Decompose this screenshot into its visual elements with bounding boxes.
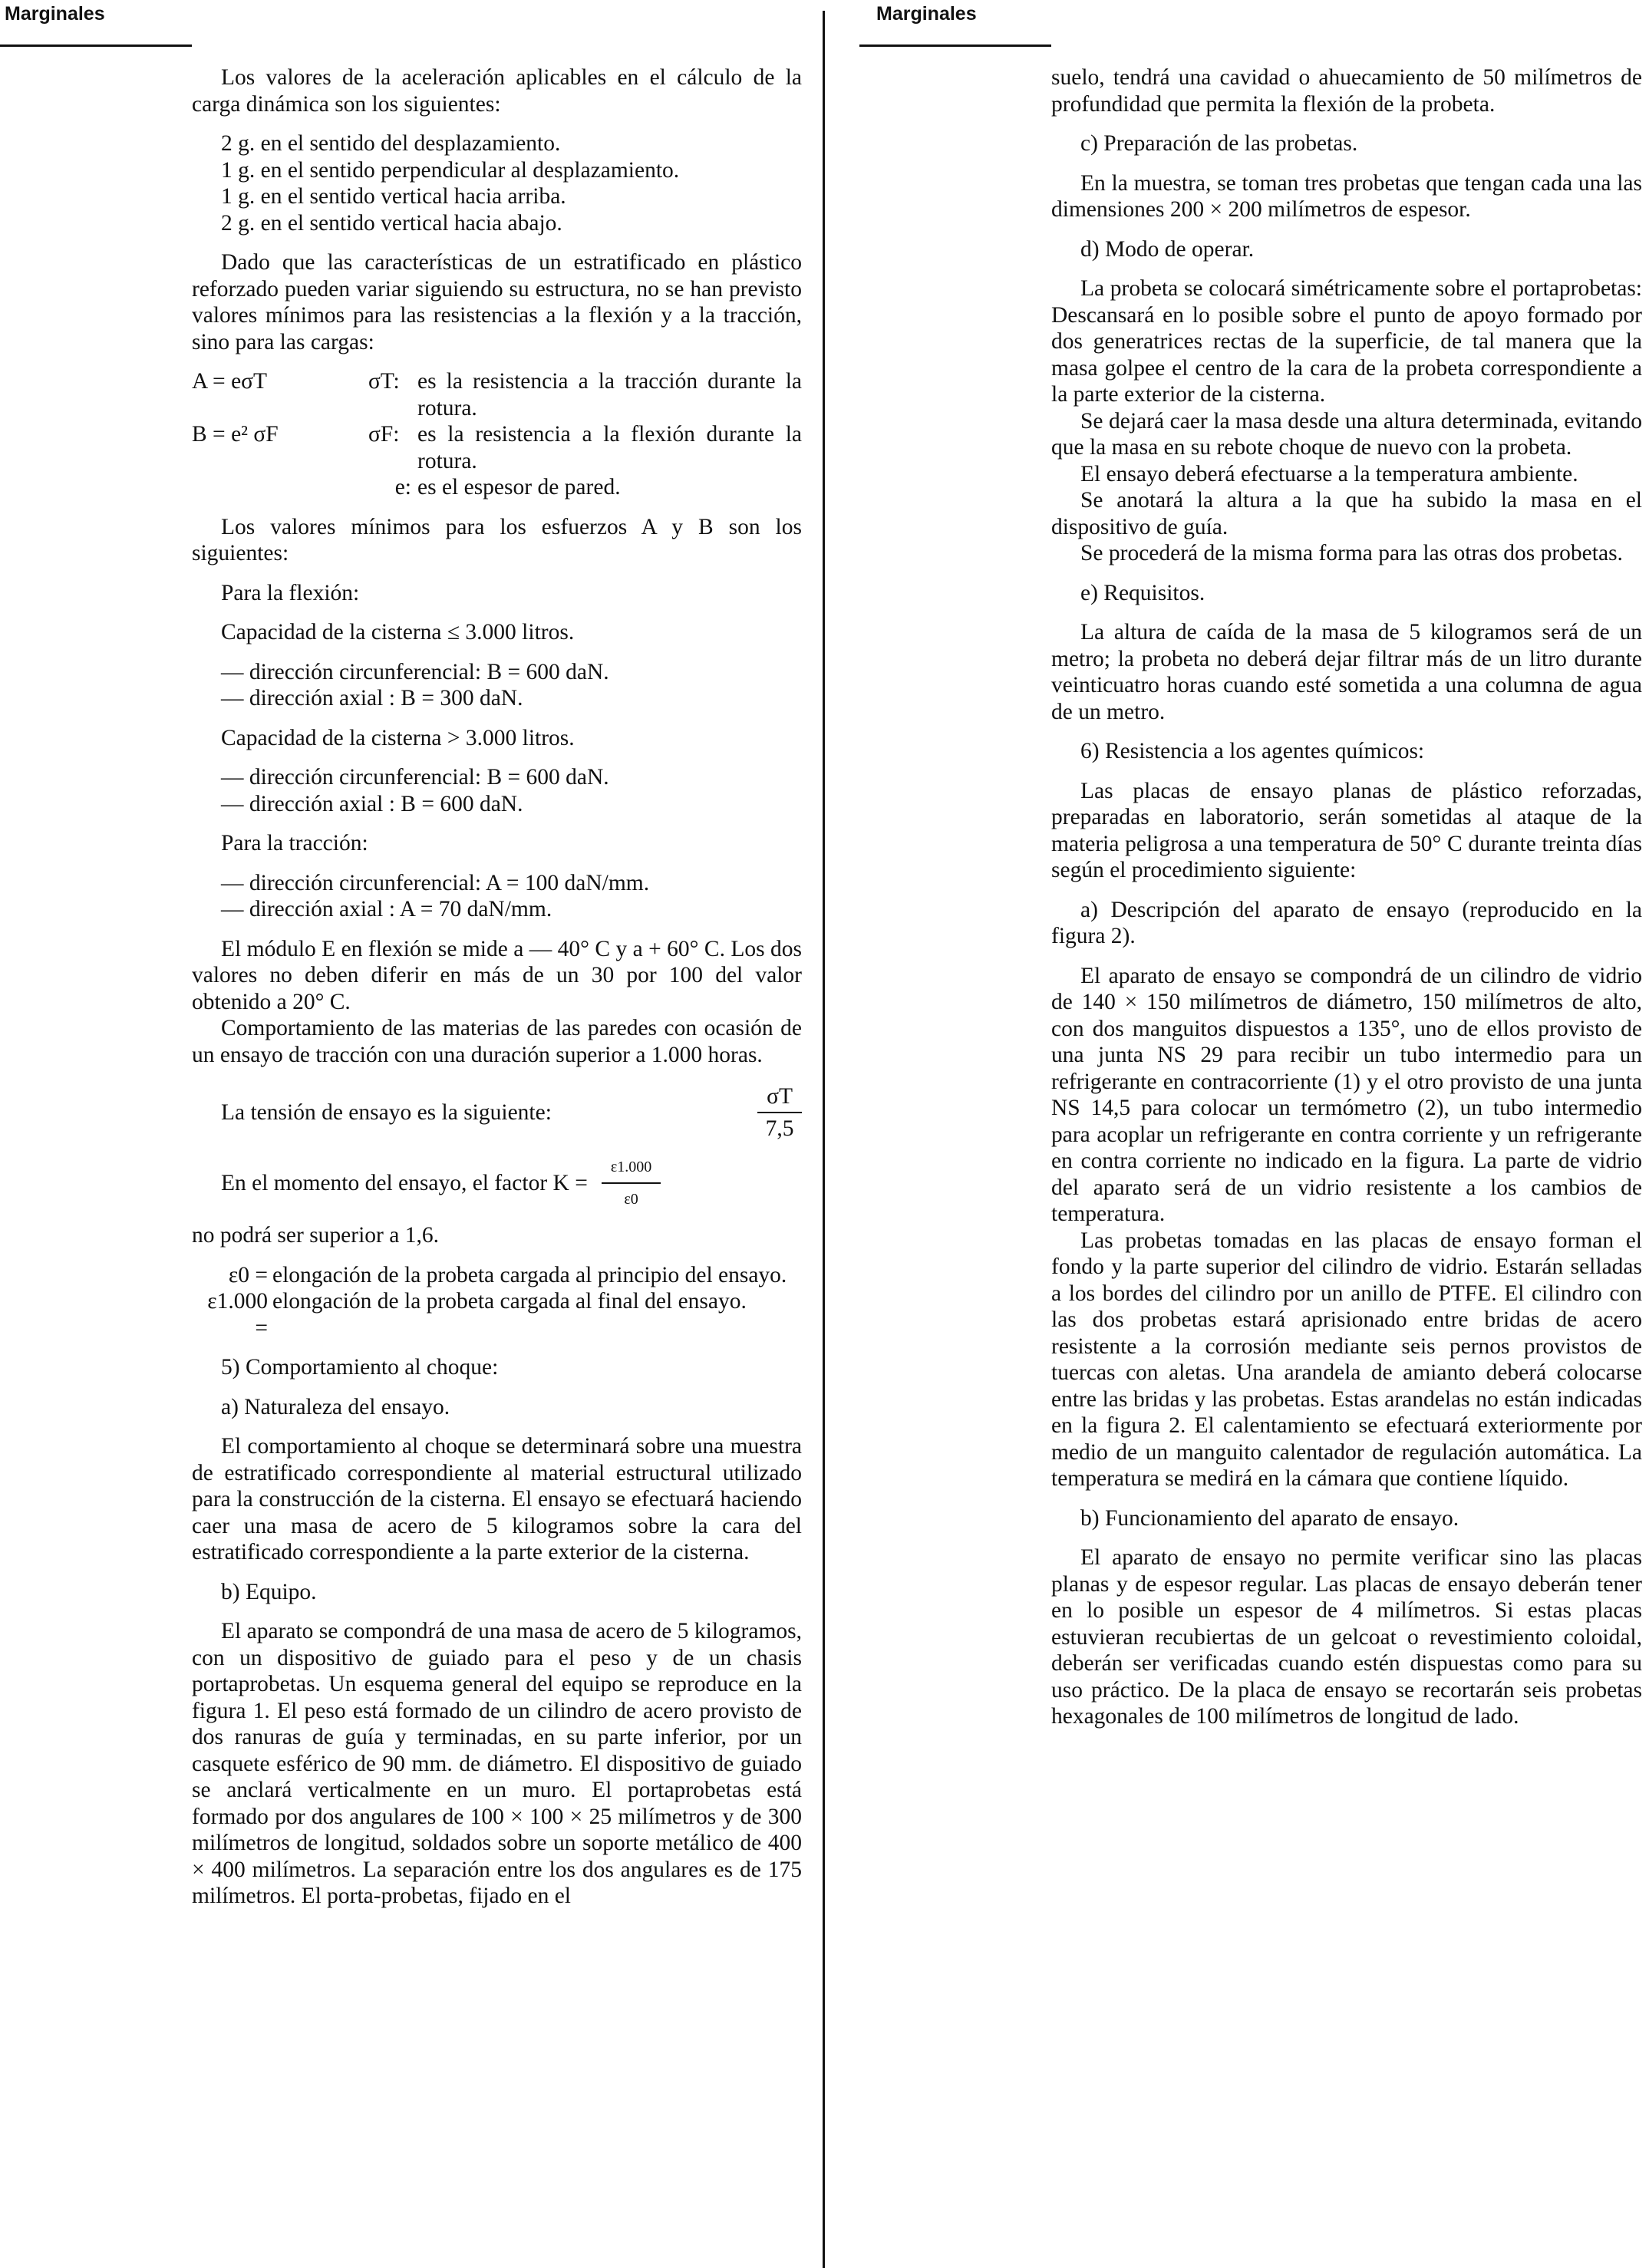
def-e0-symbol: ε0 = xyxy=(228,1262,268,1287)
value-line: — dirección axial : B = 600 daN. xyxy=(221,791,523,816)
left-column xyxy=(192,64,802,1910)
section-e-text: La altura de caída de la masa de 5 kilogramos será de un metro; la probeta no deberá dejar filtrar más de un litro durante veinticuatro horas cuando esté sometida a una columna de agua de un metro. xyxy=(1051,620,1642,724)
factor-fraction xyxy=(602,1152,661,1215)
section-d-p4: Se anotará la altura a la que ha subido la masa en el dispositivo de guía. xyxy=(1051,488,1642,539)
modulo-paragraph: El módulo E en flexión se mide a — 40° C y a + 60° C. Los dos valores no deben diferir en más de un 30 por 100 del valor obtenido a 20° C. xyxy=(192,936,802,1014)
section-5a-heading: a) Naturaleza del ensayo. xyxy=(221,1394,450,1419)
traccion-values xyxy=(192,870,802,923)
accel-item: 2 g. en el sentido vertical hacia abajo. xyxy=(221,210,562,236)
tension-formula xyxy=(192,1081,802,1144)
right-column xyxy=(1051,64,1642,1730)
section-6b-text: El aparato de ensayo no permite verificar sino las placas planas y de espesor regular. Las placas de ensayo deberán tener en lo posible un espesor de 4 milímetros. Si estas placas estuvieran recubiertas de un gelcoat o revestimiento coloidal, deberán ser verificadas cuando estén dispuestas como para su uso práctico. De la placa de ensayo se recortarán seis probetas hexagonales de 100 milímetros de longitud de lado. xyxy=(1051,1545,1642,1729)
formula-a: A = eσT xyxy=(192,369,268,394)
factor-label: En el momento del ensayo, el factor K = xyxy=(221,1170,588,1195)
def-e0-text: elongación de la probeta cargada al principio del ensayo. xyxy=(272,1262,787,1287)
continuation-paragraph: suelo, tendrá una cavidad o ahuecamiento de 50 milímetros de profundidad que permita la flexión de la probeta. xyxy=(1051,65,1642,117)
margin-rule-right xyxy=(859,45,1051,47)
formula-b: B = e² σF xyxy=(192,422,279,447)
section-d-heading: d) Modo de operar. xyxy=(1080,236,1255,262)
factor-numerator: ε1.000 xyxy=(602,1152,661,1184)
section-d-p3: El ensayo deberá efectuarse a la temperatura ambiente. xyxy=(1080,461,1578,486)
section-d-p5: Se procederá de la misma forma para las otras dos probetas. xyxy=(1080,541,1623,565)
section-6b-heading: b) Funcionamiento del aparato de ensayo. xyxy=(1080,1505,1459,1531)
section-d-p2: Se dejará caer la masa desde una altura determinada, evitando que la masa en su rebote choque de nuevo con la probeta. xyxy=(1051,408,1642,460)
section-6-heading: 6) Resistencia a los agentes químicos: xyxy=(1080,739,1425,763)
accel-intro: Los valores de la aceleración aplicables en el cálculo de la carga dinámica son los siguientes: xyxy=(192,65,802,117)
tension-denominator: 7,5 xyxy=(765,1116,794,1141)
e-description: es el espesor de pared. xyxy=(417,475,621,499)
elongation-definitions xyxy=(192,1262,787,1342)
value-line: — dirección circunferencial: B = 600 daN. xyxy=(221,659,609,684)
symbol-e: e: xyxy=(394,475,411,499)
section-5-heading: 5) Comportamiento al choque: xyxy=(221,1355,499,1380)
value-line: — dirección circunferencial: A = 100 daN/mm. xyxy=(221,870,650,895)
section-6a-heading: a) Descripción del aparato de ensayo (reproducido en la figura 2). xyxy=(1051,897,1642,948)
capacity-large-title: Capacidad de la cisterna > 3.000 litros. xyxy=(221,725,575,750)
section-c-text: En la muestra, se toman tres probetas que tengan cada una las dimensiones 200 × 200 milímetros de espesor. xyxy=(1051,170,1642,222)
sigma-t-description: es la resistencia a la tracción durante la rotura. xyxy=(417,369,802,420)
symbol-sigma-f: σF: xyxy=(368,422,400,447)
value-line: — dirección axial : B = 300 daN. xyxy=(221,686,523,710)
flexion-title: Para la flexión: xyxy=(221,580,360,605)
traccion-title: Para la tracción: xyxy=(221,831,368,855)
def-e1000-symbol: ε1.000 = xyxy=(207,1289,268,1340)
tension-fraction xyxy=(757,1081,802,1144)
sigma-f-description: es la resistencia a la flexión durante la rotura. xyxy=(417,422,802,473)
def-e1000-text: elongación de la probeta cargada al final del ensayo. xyxy=(272,1289,747,1314)
margin-label-left: Marginales xyxy=(5,3,105,25)
section-5a-text: El comportamiento al choque se determinará sobre una muestra de estratificado correspondiente al material estructural utilizado para la construcción de la cisterna. El ensayo se efectuará haciendo caer una masa de acero de 5 kilogramos sobre la cara del estratificado correspondiente a la parte exterior de la cisterna. xyxy=(192,1434,802,1564)
section-5b-heading: b) Equipo. xyxy=(221,1579,317,1604)
comportamiento-paragraph: Comportamiento de las materias de las paredes con ocasión de un ensayo de tracción con una duración superior a 1.000 horas. xyxy=(192,1016,802,1067)
margin-rule-left xyxy=(0,45,192,47)
column-divider xyxy=(823,11,825,2268)
section-6a-p1: El aparato de ensayo se compondrá de un cilindro de vidrio de 140 × 150 milímetros de diámetro, 150 milímetros de alto, con dos manguitos dispuestos a 135°, uno de ellos provisto de una junta NS 29 para recibir un tubo intermedio para un refrigerante en contracorriente (1) y el otro provisto de una junta NS 14,5 para colocar un termómetro (2), un tubo intermedio para acoplar un refrigerante en contra corriente y un refrigerante en contra corriente no indicado en la figura. La parte de vidrio del aparato será de un vidrio resistente a los cambios de temperatura. xyxy=(1051,963,1642,1226)
accel-item: 1 g. en el sentido vertical hacia arriba. xyxy=(221,184,566,209)
accel-item: 1 g. en el sentido perpendicular al desplazamiento. xyxy=(221,157,680,183)
section-6-text: Las placas de ensayo planas de plástico reforzadas, preparadas en laboratorio, serán sometidas al ataque de la materia peligrosa a una temperatura de 50° C durante treinta días según el procedimiento siguiente: xyxy=(1051,778,1642,882)
value-line: — dirección axial : A = 70 daN/mm. xyxy=(221,897,552,921)
dado-paragraph: Dado que las características de un estratificado en plástico reforzado pueden variar siguiendo su estructura, no se han previsto valores mínimos para las resistencias a la flexión y a la tracción, sino para las cargas: xyxy=(192,250,802,354)
load-formulas xyxy=(192,368,802,501)
no-podra-line: no podrá ser superior a 1,6. xyxy=(192,1223,439,1248)
section-d-p1: La probeta se colocará simétricamente sobre el portaprobetas: Descansará en lo posible sobre el punto de apoyo formado por dos generatrices rectas de la superficie, de tal manera que la masa golpee el centro de la cara de la probeta correspondiente a la parte exterior de la cisterna. xyxy=(1051,276,1642,407)
symbol-sigma-t: σT: xyxy=(368,369,400,394)
capacity-large-values xyxy=(192,764,802,817)
factor-denominator: ε0 xyxy=(624,1191,638,1208)
tension-label: La tensión de ensayo es la siguiente: xyxy=(221,1099,552,1125)
section-5b-text: El aparato se compondrá de una masa de acero de 5 kilogramos, con un dispositivo de guiado para el peso y de un chasis portaprobetas. Un esquema general del equipo se reproduce en la figura 1. El peso está formado de un cilindro de acero provisto de dos ranuras de guía y terminadas, en su parte inferior, por un casquete esférico de 90 mm. de diámetro. El dispositivo de guiado se anclará verticalmente en un muro. El portaprobetas está formado por dos angulares de 100 × 100 × 25 milímetros y de 300 milímetros de longitud, soldados sobre un soporte metálico de 400 × 400 milímetros. La separación entre los dos angulares es de 175 milímetros. El porta-probetas, fijado en el xyxy=(192,1619,802,1908)
factor-formula xyxy=(192,1152,802,1215)
section-e-heading: e) Requisitos. xyxy=(1080,580,1205,605)
minimos-paragraph: Los valores mínimos para los esfuerzos A y B son los siguientes: xyxy=(192,514,802,565)
capacity-small-title: Capacidad de la cisterna ≤ 3.000 litros. xyxy=(221,620,575,644)
section-6a-p2: Las probetas tomadas en las placas de ensayo forman el fondo y la parte superior del cilindro de vidrio. Estarán selladas a los bordes del cilindro por un anillo de PTFE. El cilindro con las dos probetas estará aprisionado entre bridas de acero resistente a la corrosión mediante seis pernos provistos de tuercas con aletas. Una arandela de amianto deberá colocarse entre las bridas y las probetas. Estas arandelas no están indicadas en la figura 2. El calentamiento se efectuará exteriormente por medio de un manguito calentador de regulación automática. La temperatura se medirá en la cámara que contiene líquido. xyxy=(1051,1228,1642,1491)
tension-numerator: σT xyxy=(757,1081,802,1113)
capacity-small-values xyxy=(192,659,802,712)
value-line: — dirección circunferencial: B = 600 daN. xyxy=(221,765,609,790)
accel-list xyxy=(192,130,802,236)
section-c-heading: c) Preparación de las probetas. xyxy=(1080,131,1358,156)
accel-item: 2 g. en el sentido del desplazamiento. xyxy=(221,131,561,156)
margin-label-right: Marginales xyxy=(876,3,977,25)
